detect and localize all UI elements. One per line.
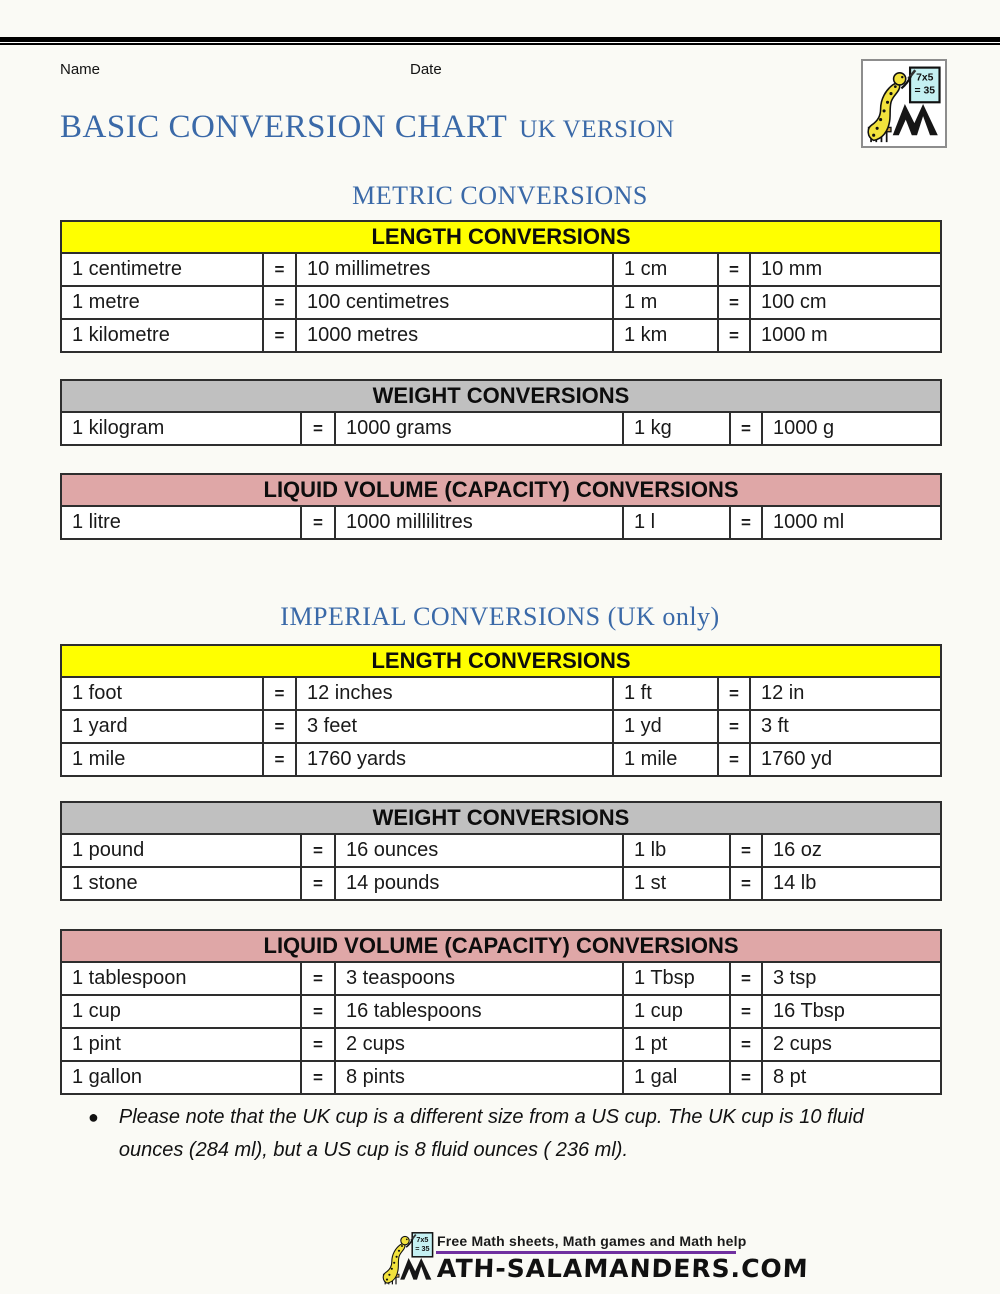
table-cell: 1000 metres xyxy=(296,319,613,352)
table-title: WEIGHT CONVERSIONS xyxy=(61,380,941,412)
footer-site-text: ATH-SALAMANDERS.COM xyxy=(436,1254,810,1283)
table-row xyxy=(61,1028,941,1061)
table-cell: 8 pt xyxy=(762,1061,941,1094)
table-cell: 1 mile xyxy=(613,743,718,776)
table-cell: 2 cups xyxy=(335,1028,623,1061)
table-cell: 16 Tbsp xyxy=(762,995,941,1028)
equals-sign: = xyxy=(718,677,750,710)
equals-sign: = xyxy=(730,1028,762,1061)
equals-sign: = xyxy=(730,867,762,900)
table-cell: 1 gallon xyxy=(61,1061,301,1094)
imperial-liquid-volume-table xyxy=(60,929,942,1095)
equals-sign: = xyxy=(263,286,296,319)
table-cell: 1760 yd xyxy=(750,743,941,776)
date-label: Date xyxy=(410,61,442,78)
table-title: LIQUID VOLUME (CAPACITY) CONVERSIONS xyxy=(61,930,941,962)
table-row xyxy=(61,867,941,900)
table-title: LIQUID VOLUME (CAPACITY) CONVERSIONS xyxy=(61,474,941,506)
equals-sign: = xyxy=(301,412,335,445)
metric-liquid-volume-table xyxy=(60,473,942,540)
equals-sign: = xyxy=(301,995,335,1028)
equals-sign: = xyxy=(718,286,750,319)
table-cell: 1 Tbsp xyxy=(623,962,730,995)
salamander-logo-icon xyxy=(865,63,943,145)
table-row xyxy=(61,995,941,1028)
footer-logo xyxy=(381,1230,435,1286)
table-cell: 1 lb xyxy=(623,834,730,867)
table-cell: 1 cup xyxy=(623,995,730,1028)
table-cell: 1 l xyxy=(623,506,730,539)
table-cell: 1 mile xyxy=(61,743,263,776)
equals-sign: = xyxy=(301,867,335,900)
table-row xyxy=(61,253,941,286)
table-cell: 16 oz xyxy=(762,834,941,867)
table-cell: 1 centimetre xyxy=(61,253,263,286)
bullet-marker: ● xyxy=(88,1107,99,1127)
table-row xyxy=(61,286,941,319)
table-row xyxy=(61,412,941,445)
table-row xyxy=(61,319,941,352)
equals-sign: = xyxy=(718,253,750,286)
table-row xyxy=(61,962,941,995)
table-title: WEIGHT CONVERSIONS xyxy=(61,802,941,834)
equals-sign: = xyxy=(718,710,750,743)
equals-sign: = xyxy=(730,412,762,445)
footer-tagline: Free Math sheets, Math games and Math help xyxy=(437,1233,747,1249)
section-heading-metric: METRIC CONVERSIONS xyxy=(352,181,648,210)
table-cell: 2 cups xyxy=(762,1028,941,1061)
page-title xyxy=(60,109,675,146)
cup-size-note xyxy=(88,1101,880,1167)
imperial-weight-table xyxy=(60,801,942,901)
table-cell: 3 feet xyxy=(296,710,613,743)
table-cell: 1 st xyxy=(623,867,730,900)
table-cell: 1 km xyxy=(613,319,718,352)
name-label: Name xyxy=(60,61,101,78)
salamander-logo-icon xyxy=(381,1230,435,1286)
table-cell: 12 inches xyxy=(296,677,613,710)
table-cell: 1 foot xyxy=(61,677,263,710)
equals-sign: = xyxy=(730,506,762,539)
table-cell: 1000 g xyxy=(762,412,941,445)
equals-sign: = xyxy=(301,962,335,995)
table-cell: 1000 millilitres xyxy=(335,506,623,539)
table-cell: 1 pt xyxy=(623,1028,730,1061)
table-cell: 12 in xyxy=(750,677,941,710)
table-cell: 3 tsp xyxy=(762,962,941,995)
table-cell: 1 litre xyxy=(61,506,301,539)
table-cell: 1 kg xyxy=(623,412,730,445)
table-cell: 100 cm xyxy=(750,286,941,319)
table-cell: 1 pint xyxy=(61,1028,301,1061)
table-row xyxy=(61,834,941,867)
table-cell: 14 lb xyxy=(762,867,941,900)
note-text: Please note that the UK cup is a different size from a US cup. The UK cup is 10 fluid ounces (284 ml), but a US cup is 8 fluid ounces ( 236 ml). xyxy=(118,1106,864,1161)
metric-weight-table xyxy=(60,379,942,446)
table-cell: 10 mm xyxy=(750,253,941,286)
table-cell: 1000 grams xyxy=(335,412,623,445)
table-cell: 1 cm xyxy=(613,253,718,286)
table-row xyxy=(61,743,941,776)
table-row xyxy=(61,677,941,710)
equals-sign: = xyxy=(301,1028,335,1061)
table-cell: 16 tablespoons xyxy=(335,995,623,1028)
table-cell: 16 ounces xyxy=(335,834,623,867)
equals-sign: = xyxy=(263,253,296,286)
table-cell: 100 centimetres xyxy=(296,286,613,319)
table-cell: 1 stone xyxy=(61,867,301,900)
table-cell: 1000 m xyxy=(750,319,941,352)
equals-sign: = xyxy=(263,710,296,743)
table-cell: 3 teaspoons xyxy=(335,962,623,995)
table-cell: 1 gal xyxy=(623,1061,730,1094)
equals-sign: = xyxy=(263,743,296,776)
table-cell: 1 ft xyxy=(613,677,718,710)
table-cell: 1760 yards xyxy=(296,743,613,776)
table-cell: 1 yd xyxy=(613,710,718,743)
table-title: LENGTH CONVERSIONS xyxy=(61,645,941,677)
equals-sign: = xyxy=(263,677,296,710)
equals-sign: = xyxy=(730,834,762,867)
top-rule xyxy=(0,37,1000,45)
equals-sign: = xyxy=(730,962,762,995)
equals-sign: = xyxy=(718,319,750,352)
section-heading-imperial: IMPERIAL CONVERSIONS (UK only) xyxy=(280,602,720,631)
table-cell: 1 m xyxy=(613,286,718,319)
table-cell: 3 ft xyxy=(750,710,941,743)
page-title-suffix: UK VERSION xyxy=(519,116,675,143)
header-logo xyxy=(861,59,947,148)
table-cell: 14 pounds xyxy=(335,867,623,900)
equals-sign: = xyxy=(301,1061,335,1094)
table-cell: 1000 ml xyxy=(762,506,941,539)
table-cell: 1 cup xyxy=(61,995,301,1028)
table-cell: 8 pints xyxy=(335,1061,623,1094)
equals-sign: = xyxy=(730,995,762,1028)
table-row xyxy=(61,710,941,743)
table-cell: 1 tablespoon xyxy=(61,962,301,995)
page-title-main: BASIC CONVERSION CHART xyxy=(60,109,508,145)
table-title: LENGTH CONVERSIONS xyxy=(61,221,941,253)
table-cell: 1 kilogram xyxy=(61,412,301,445)
table-cell: 1 metre xyxy=(61,286,263,319)
equals-sign: = xyxy=(263,319,296,352)
table-row xyxy=(61,506,941,539)
equals-sign: = xyxy=(718,743,750,776)
equals-sign: = xyxy=(301,834,335,867)
table-cell: 1 pound xyxy=(61,834,301,867)
equals-sign: = xyxy=(301,506,335,539)
table-row xyxy=(61,1061,941,1094)
table-cell: 1 kilometre xyxy=(61,319,263,352)
imperial-length-table xyxy=(60,644,942,777)
table-cell: 1 yard xyxy=(61,710,263,743)
equals-sign: = xyxy=(730,1061,762,1094)
metric-length-table xyxy=(60,220,942,353)
table-cell: 10 millimetres xyxy=(296,253,613,286)
